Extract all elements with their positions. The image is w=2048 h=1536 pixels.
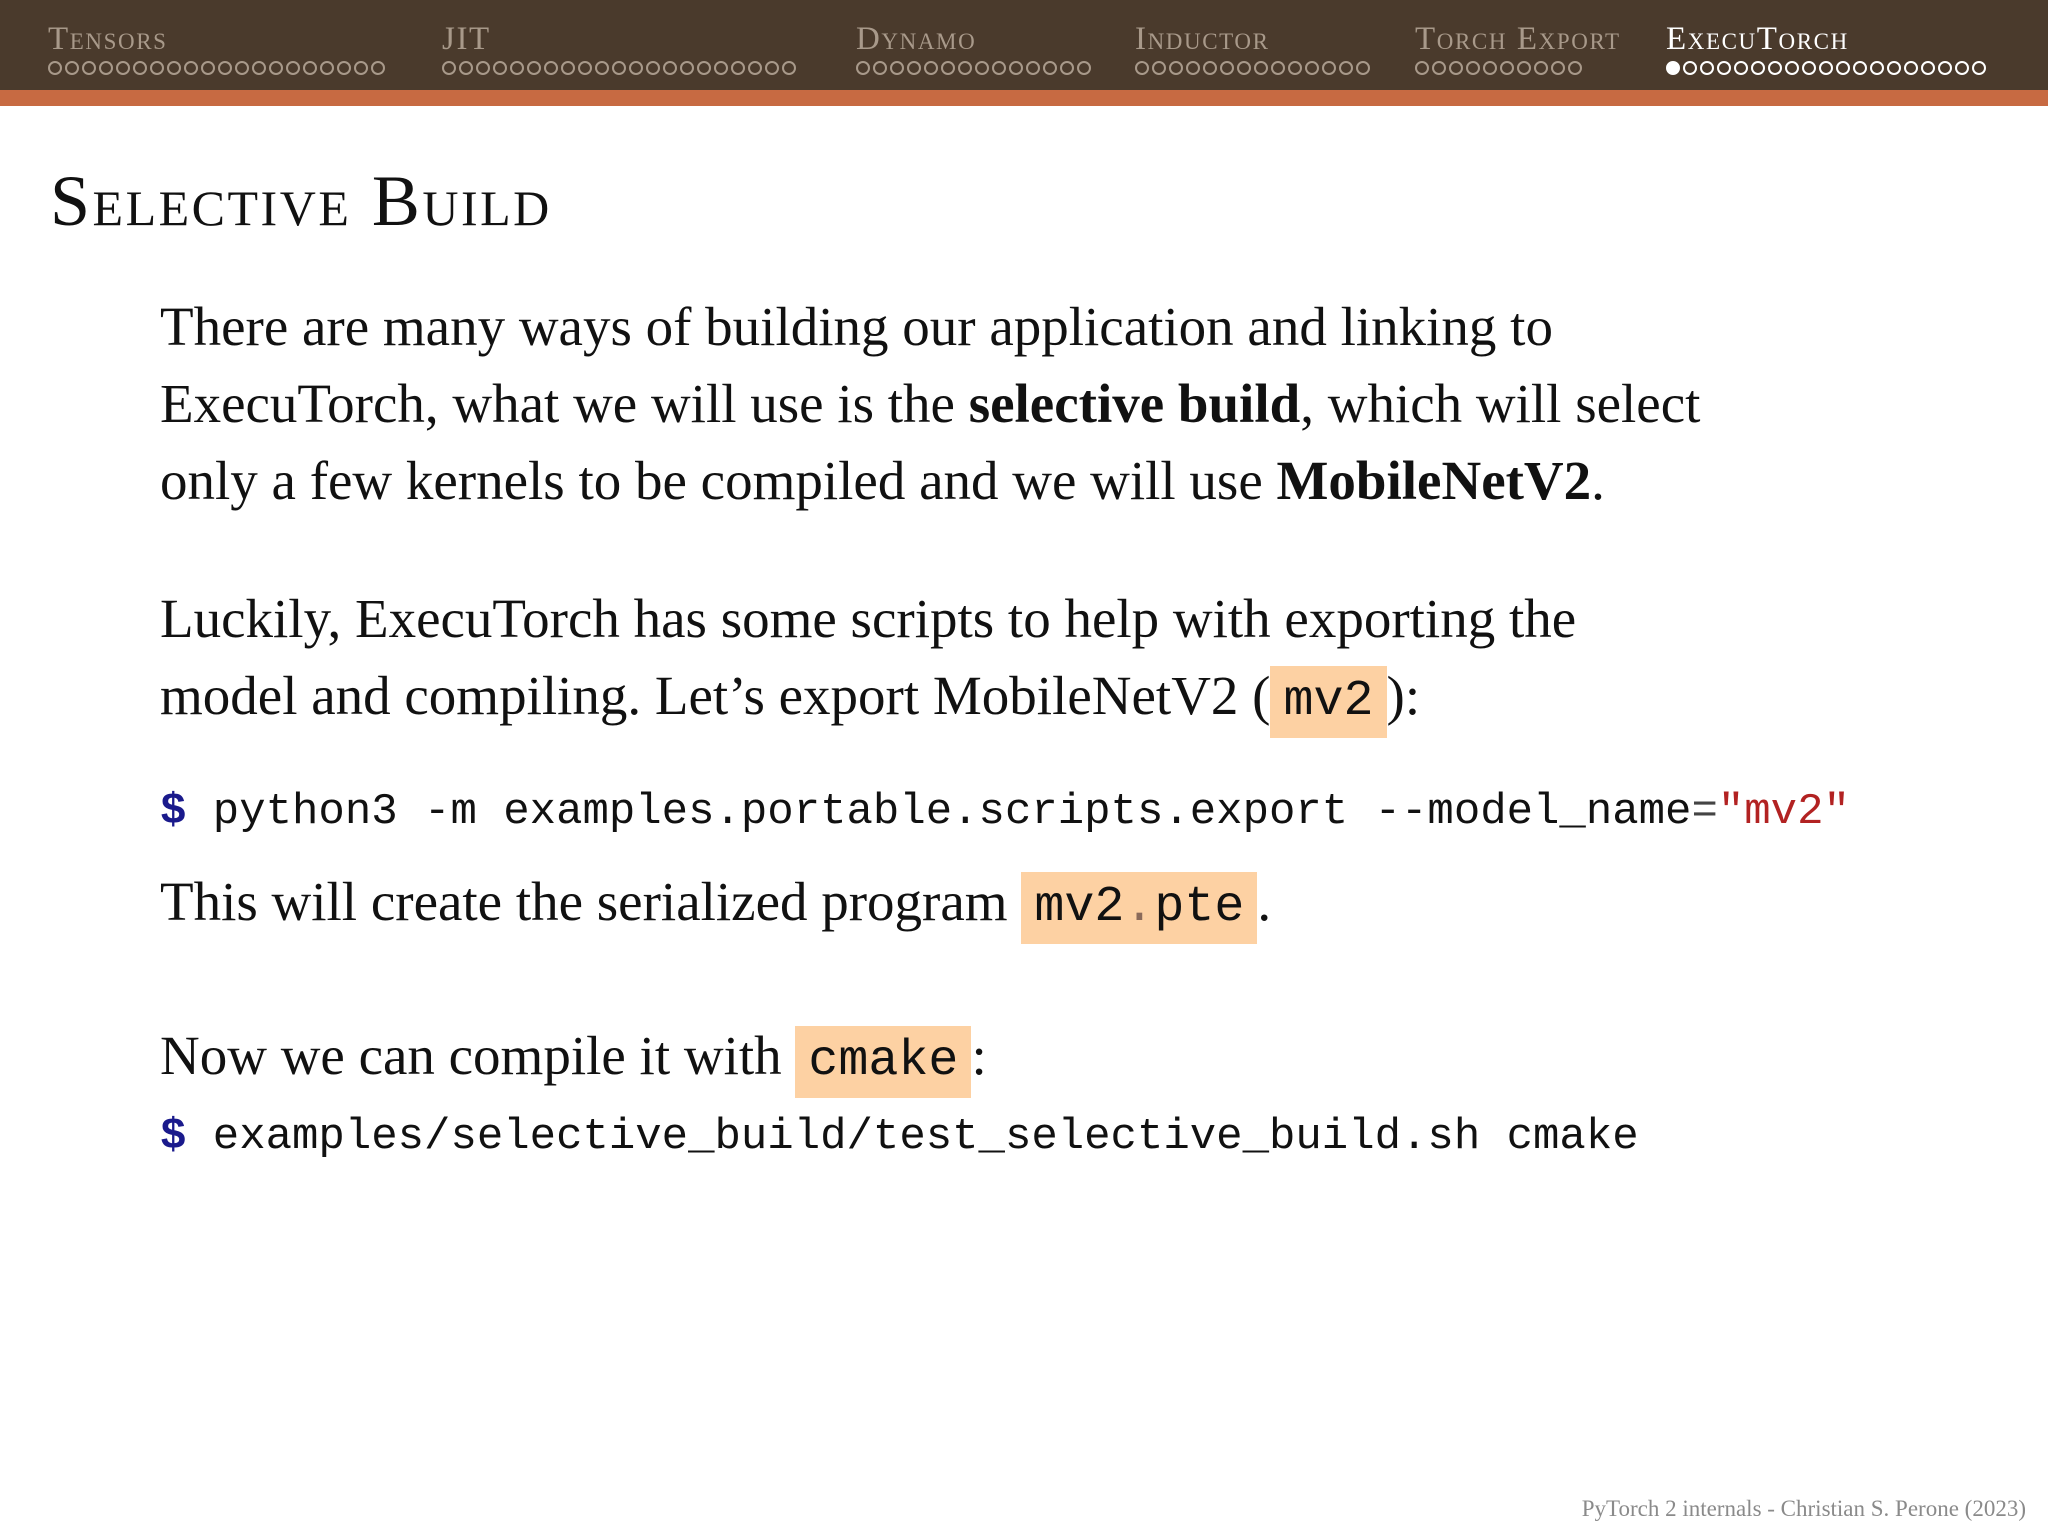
- intro-line-3: [160, 442, 1700, 519]
- nav-slide-dot[interactable]: [1152, 61, 1166, 75]
- nav-section-dots: [1666, 59, 2048, 81]
- navbar-accent-stripe: [0, 90, 2048, 106]
- nav-section-dots: [48, 59, 430, 81]
- nav-slide-dot[interactable]: [663, 61, 677, 75]
- export-paragraph: [160, 580, 1576, 738]
- nav-slide-dot[interactable]: [646, 61, 660, 75]
- nav-slide-dot[interactable]: [48, 61, 62, 75]
- nav-section-dots: [442, 59, 844, 81]
- nav-slide-dot[interactable]: [1870, 61, 1884, 75]
- nav-section-dots: [856, 59, 1122, 81]
- export-line-2-text: model and compiling. Let’s export MobileNetV2 (: [160, 665, 1271, 726]
- nav-slide-dot[interactable]: [1853, 61, 1867, 75]
- nav-slide-dot[interactable]: [116, 61, 130, 75]
- nav-slide-dot[interactable]: [1717, 61, 1731, 75]
- frame-title: Selective Build: [50, 161, 552, 241]
- nav-slide-dot[interactable]: [510, 61, 524, 75]
- nav-slide-dot[interactable]: [1904, 61, 1918, 75]
- nav-slide-dot[interactable]: [873, 61, 887, 75]
- compile-text: Now we can compile it with: [160, 1025, 796, 1086]
- mv2-pte-code-name: mv2: [1034, 879, 1125, 936]
- nav-slide-dot[interactable]: [856, 61, 870, 75]
- nav-slide-dot[interactable]: [1449, 61, 1463, 75]
- nav-slide-dot[interactable]: [1955, 61, 1969, 75]
- intro-line-3-text: only a few kernels to be compiled and we will use: [160, 450, 1277, 511]
- mv2-pte-code-dot: .: [1124, 879, 1155, 936]
- export-line-2-tail: ):: [1386, 665, 1421, 726]
- shell-prompt: $: [160, 787, 187, 837]
- nav-section-title[interactable]: Torch Export: [1415, 21, 1621, 57]
- nav-slide-dot[interactable]: [1972, 61, 1986, 75]
- nav-slide-dot[interactable]: [1836, 61, 1850, 75]
- nav-slide-dot[interactable]: [269, 61, 283, 75]
- intro-line-2-text: ExecuTorch, what we will use is the: [160, 373, 969, 434]
- export-command-text: python3 -m examples.portable.scripts.export --model_name: [186, 787, 1692, 837]
- serialized-program-text: This will create the serialized program: [160, 871, 1022, 932]
- nav-slide-dot[interactable]: [992, 61, 1006, 75]
- nav-slide-dot[interactable]: [1305, 61, 1319, 75]
- compile-tail: :: [971, 1025, 987, 1086]
- nav-slide-dot[interactable]: [218, 61, 232, 75]
- serialized-program-tail: .: [1257, 871, 1272, 932]
- nav-slide-dot[interactable]: [958, 61, 972, 75]
- nav-slide-dot[interactable]: [1220, 61, 1234, 75]
- intro-paragraph: [160, 288, 1700, 519]
- nav-slide-dot[interactable]: [303, 61, 317, 75]
- nav-slide-dot[interactable]: [1077, 61, 1091, 75]
- nav-slide-dot[interactable]: [1921, 61, 1935, 75]
- nav-slide-dot[interactable]: [782, 61, 796, 75]
- nav-slide-dot[interactable]: [1432, 61, 1446, 75]
- nav-slide-dot[interactable]: [252, 61, 266, 75]
- intro-line-3-tail: .: [1591, 450, 1605, 511]
- section-navigation-bar: [0, 0, 2048, 90]
- intro-line-2-tail: , which will select: [1300, 373, 1701, 434]
- nav-slide-dot[interactable]: [1568, 61, 1582, 75]
- nav-slide-dot[interactable]: [595, 61, 609, 75]
- nav-slide-dot[interactable]: [544, 61, 558, 75]
- nav-slide-dot[interactable]: [1666, 61, 1680, 75]
- nav-slide-dot[interactable]: [459, 61, 473, 75]
- nav-slide-dot[interactable]: [612, 61, 626, 75]
- nav-slide-dot[interactable]: [354, 61, 368, 75]
- nav-slide-dot[interactable]: [578, 61, 592, 75]
- nav-slide-dot[interactable]: [1466, 61, 1480, 75]
- nav-slide-dot[interactable]: [765, 61, 779, 75]
- nav-slide-dot[interactable]: [527, 61, 541, 75]
- nav-slide-dot[interactable]: [320, 61, 334, 75]
- nav-slide-dot[interactable]: [1237, 61, 1251, 75]
- nav-slide-dot[interactable]: [1517, 61, 1531, 75]
- nav-slide-dot[interactable]: [1551, 61, 1565, 75]
- nav-slide-dot[interactable]: [561, 61, 575, 75]
- nav-slide-dot[interactable]: [1534, 61, 1548, 75]
- nav-section-title[interactable]: ExecuTorch: [1666, 21, 1849, 57]
- nav-slide-dot[interactable]: [1203, 61, 1217, 75]
- intro-line-2: [160, 365, 1700, 442]
- selective-build-emphasis: selective build: [968, 373, 1301, 434]
- shell-prompt: $: [160, 1112, 187, 1162]
- nav-slide-dot[interactable]: [1734, 61, 1748, 75]
- nav-slide-dot[interactable]: [337, 61, 351, 75]
- nav-slide-dot[interactable]: [201, 61, 215, 75]
- nav-slide-dot[interactable]: [1483, 61, 1497, 75]
- nav-slide-dot[interactable]: [1043, 61, 1057, 75]
- nav-slide-dot[interactable]: [1500, 61, 1514, 75]
- nav-slide-dot[interactable]: [1768, 61, 1782, 75]
- nav-slide-dot[interactable]: [1009, 61, 1023, 75]
- nav-slide-dot[interactable]: [1356, 61, 1370, 75]
- nav-slide-dot[interactable]: [1802, 61, 1816, 75]
- export-command-equals: =: [1691, 787, 1718, 837]
- nav-slide-dot[interactable]: [82, 61, 96, 75]
- nav-slide-dot[interactable]: [442, 61, 456, 75]
- nav-slide-dot[interactable]: [748, 61, 762, 75]
- mv2-pte-code-ext: pte: [1154, 879, 1245, 936]
- serialized-program-paragraph: [160, 863, 1271, 944]
- nav-slide-dot[interactable]: [493, 61, 507, 75]
- nav-slide-dot[interactable]: [680, 61, 694, 75]
- nav-slide-dot[interactable]: [1751, 61, 1765, 75]
- compile-paragraph: [160, 1017, 987, 1098]
- nav-slide-dot[interactable]: [975, 61, 989, 75]
- nav-section-title[interactable]: Tensors: [48, 21, 168, 57]
- selective-build-command-text: examples/selective_build/test_selective_build.sh cmake: [186, 1112, 1639, 1162]
- nav-slide-dot[interactable]: [133, 61, 147, 75]
- nav-slide-dot[interactable]: [890, 61, 904, 75]
- nav-slide-dot[interactable]: [184, 61, 198, 75]
- nav-slide-dot[interactable]: [1415, 61, 1429, 75]
- nav-section-dots: [1415, 59, 1615, 81]
- nav-slide-dot[interactable]: [476, 61, 490, 75]
- nav-slide-dot[interactable]: [714, 61, 728, 75]
- nav-slide-dot[interactable]: [65, 61, 79, 75]
- nav-slide-dot[interactable]: [167, 61, 181, 75]
- nav-slide-dot[interactable]: [1785, 61, 1799, 75]
- nav-slide-dot[interactable]: [629, 61, 643, 75]
- export-line-1: Luckily, ExecuTorch has some scripts to help with exporting the: [160, 588, 1577, 649]
- nav-slide-dot[interactable]: [1938, 61, 1952, 75]
- nav-slide-dot[interactable]: [1060, 61, 1074, 75]
- cmake-code: cmake: [795, 1026, 971, 1098]
- nav-slide-dot[interactable]: [941, 61, 955, 75]
- nav-slide-dot[interactable]: [1169, 61, 1183, 75]
- nav-section-title[interactable]: JIT: [442, 21, 491, 57]
- nav-slide-dot[interactable]: [1819, 61, 1833, 75]
- nav-slide-dot[interactable]: [1339, 61, 1353, 75]
- nav-section-title[interactable]: Dynamo: [856, 21, 977, 57]
- nav-slide-dot[interactable]: [1322, 61, 1336, 75]
- nav-slide-dot[interactable]: [99, 61, 113, 75]
- nav-slide-dot[interactable]: [1683, 61, 1697, 75]
- nav-slide-dot[interactable]: [697, 61, 711, 75]
- nav-section-title[interactable]: Inductor: [1135, 21, 1270, 57]
- nav-slide-dot[interactable]: [1026, 61, 1040, 75]
- nav-slide-dot[interactable]: [1271, 61, 1285, 75]
- nav-slide-dot[interactable]: [1887, 61, 1901, 75]
- export-line-2: [160, 657, 1576, 738]
- intro-line-1: There are many ways of building our application and linking to: [160, 296, 1553, 357]
- selective-build-command: [160, 1109, 1639, 1165]
- nav-slide-dot[interactable]: [286, 61, 300, 75]
- mv2-pte-code: [1021, 872, 1257, 944]
- nav-slide-dot[interactable]: [907, 61, 921, 75]
- nav-slide-dot[interactable]: [1288, 61, 1302, 75]
- nav-slide-dot[interactable]: [1186, 61, 1200, 75]
- nav-section-dots: [1135, 59, 1401, 81]
- mv2-code: mv2: [1270, 666, 1386, 738]
- nav-slide-dot[interactable]: [1135, 61, 1149, 75]
- export-command-model-string: "mv2": [1717, 787, 1850, 837]
- nav-slide-dot[interactable]: [1700, 61, 1714, 75]
- export-command: [160, 784, 1850, 840]
- nav-slide-dot[interactable]: [1254, 61, 1268, 75]
- nav-slide-dot[interactable]: [235, 61, 249, 75]
- nav-slide-dot[interactable]: [150, 61, 164, 75]
- slide-footer: PyTorch 2 internals - Christian S. Perone (2023): [1581, 1496, 2026, 1521]
- nav-slide-dot[interactable]: [371, 61, 385, 75]
- mobilenetv2-emphasis: MobileNetV2: [1276, 450, 1592, 511]
- nav-slide-dot[interactable]: [731, 61, 745, 75]
- nav-slide-dot[interactable]: [924, 61, 938, 75]
